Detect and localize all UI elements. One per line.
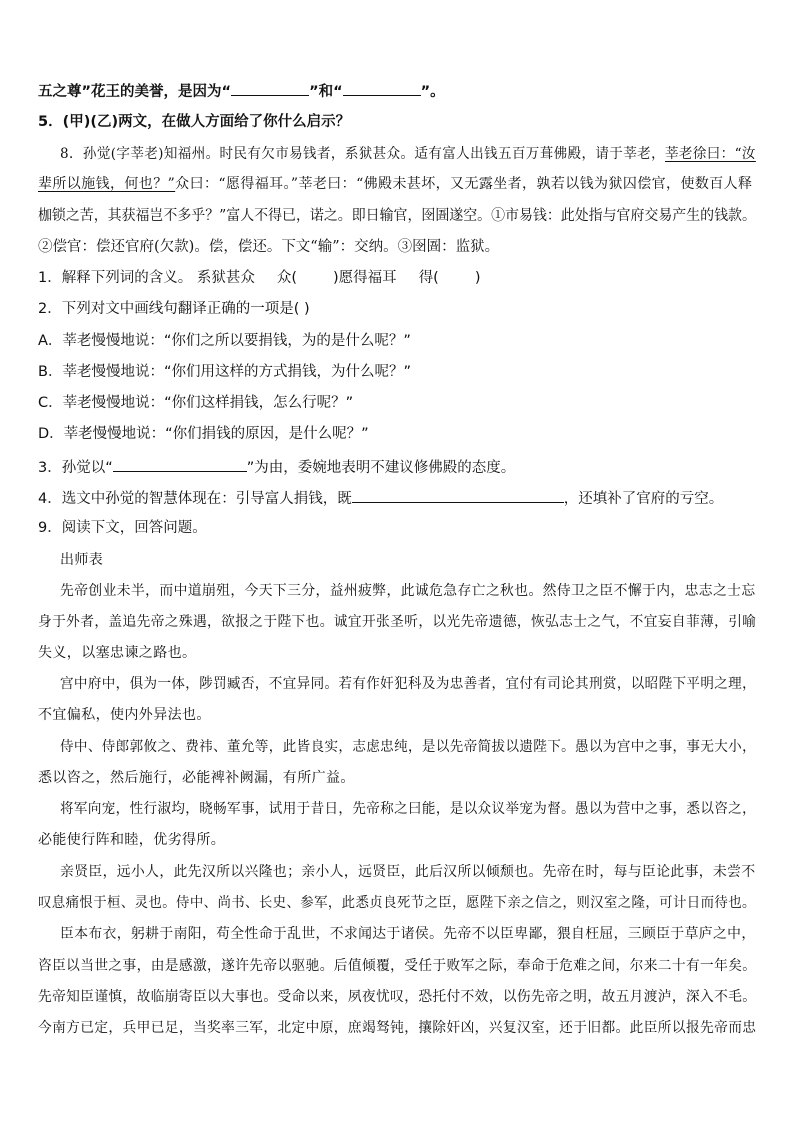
underlined-sentence: 辈所以施钱，何也？”: [38, 176, 176, 192]
question-8-1: [38, 268, 481, 288]
question-text: ): [474, 270, 481, 286]
essay-line: 身于外者，盖追先帝之殊遇，欲报之于陛下也。诚宜开张圣听，以光先帝遗德，恢弘志士之气，不宜妄自菲薄，引喻: [38, 614, 757, 630]
q4-text-start: 五之尊”花王的美誉，是因为“: [38, 84, 232, 100]
passage-8-note: ②偿官：偿还官府(欠款)。偿，偿还。下文“输”：交纳。③囹圄：监狱。: [38, 239, 500, 255]
question-5: 5．(甲)(乙)两文，在做人方面给了你什么启示？: [38, 114, 351, 130]
passage-8-line: 枷锁之苦，其获福岂不多乎？”富人不得已，诺之。即日输官，囹圄遂空。①市易钱：此处指与官府交易产生的钱款。: [38, 208, 756, 224]
question-text: 得(: [418, 270, 439, 286]
essay-title: 出师表: [60, 552, 104, 568]
essay-line: 悉以咨之，然后施行，必能裨补阙漏，有所广益。: [38, 770, 355, 786]
question-8-4: [38, 487, 723, 509]
question-text: 1．解释下列词的含义。 系狱甚众: [38, 270, 255, 286]
answer-blank[interactable]: [231, 80, 309, 96]
essay-line: 侍中、侍郎郭攸之、费祎、董允等，此皆良实，志虑忠纯，是以先帝简拔以遗陛下。愚以为宫中之事，事无大小，: [60, 739, 757, 755]
essay-line: 亲贤臣，远小人，此先汉所以兴隆也；亲小人，远贤臣，此后汉所以倾颓也。先帝在时，每与臣论此事，未尝不: [60, 864, 756, 880]
essay-line: 失义，以塞忠谏之路也。: [38, 645, 197, 661]
answer-blank[interactable]: [343, 80, 421, 96]
essay-line: 咨臣以当世之事，由是感激，遂许先帝以驱驰。后值倾覆，受任于败军之际，奉命于危难之间，尔来二十有一年矣。: [38, 958, 757, 974]
option-c[interactable]: C．莘老慢慢地说：“你们这样捐钱，怎么行呢？”: [38, 395, 354, 411]
passage-text: 众曰：“愿得福耳。”莘老曰：“佛殿未甚坏，又无露坐者，孰若以钱为狱囚偿官，使数百人释: [175, 176, 753, 192]
essay-line: 今南方已定，兵甲已足，当奖率三军，北定中原，庶竭驽钝，攘除奸凶，兴复汉室，还于旧都。此臣所以报先帝而忠: [38, 1020, 757, 1036]
q4-text-end: ”。: [420, 84, 445, 100]
passage-8-line: [38, 174, 752, 194]
essay-line: 宫中府中，俱为一体，陟罚臧否，不宜异同。若有作奸犯科及为忠善者，宜付有司论其刑赏，以昭陛下平明之理，: [60, 676, 757, 692]
q4-text-mid: ”和“: [309, 84, 343, 100]
question-8-3: [38, 456, 515, 478]
question-text: ”为由，委婉地表明不建议修佛殿的态度。: [246, 460, 516, 476]
answer-blank[interactable]: [352, 487, 564, 503]
question-text: 4．选文中孙觉的智慧体现在：引导富人捐钱，既: [38, 491, 352, 507]
essay-line: 叹息痛恨于桓、灵也。侍中、尚书、长史、参军，此悉贞良死节之臣，愿陛下亲之信之，则汉室之隆，可计日而待也。: [38, 895, 756, 911]
option-d[interactable]: D．莘老慢慢地说：“你们捐钱的原因，是什么呢？”: [38, 426, 369, 442]
underlined-sentence: 莘老徐曰：“汝: [665, 146, 756, 162]
question-text: 众(: [276, 270, 298, 286]
answer-blank[interactable]: [113, 456, 247, 472]
essay-line: 必能使行阵和睦，优劣得所。: [38, 832, 226, 848]
essay-line: 将军向宠，性行淑均，晓畅军事，试用于昔日，先帝称之曰能，是以众议举宠为督。愚以为营中之事，悉以咨之，: [60, 801, 757, 817]
essay-line: 先帝知臣谨慎，故临崩寄臣以大事也。受命以来，夙夜忧叹，恐托付不效，以伤先帝之明，故五月渡泸，深入不毛。: [38, 989, 757, 1005]
option-b[interactable]: B．莘老慢慢地说：“你们用这样的方式捐钱，为什么呢？”: [38, 364, 411, 380]
question-text: )愿得福耳: [333, 270, 397, 286]
question-9: 9．阅读下文，回答问题。: [38, 520, 207, 536]
q4-answer-line: [38, 80, 445, 102]
question-text: ，还填补了官府的亏空。: [563, 491, 724, 507]
question-8-2: 2．下列对文中画线句翻译正确的一项是( ): [38, 301, 310, 317]
option-a[interactable]: A．莘老慢慢地说：“你们之所以要捐钱，为的是什么呢？”: [38, 333, 411, 349]
essay-line: 臣本布衣，躬耕于南阳，苟全性命于乱世，不求闻达于诸侯。先帝不以臣卑鄙，猥自枉屈，三顾臣于草庐之中，: [60, 926, 756, 942]
essay-line: 不宜偏私，使内外异法也。: [38, 707, 211, 723]
question-text: 3．孙觉以“: [38, 460, 113, 476]
passage-8-line: [60, 144, 756, 164]
essay-line: 先帝创业未半，而中道崩殂，今天下三分，益州疲弊，此诚危急存亡之秋也。然侍卫之臣不懈于内，忠志之士忘: [60, 583, 756, 599]
passage-text: 8．孙觉(字莘老)知福州。时民有欠市易钱者，系狱甚众。适有富人出钱五百万葺佛殿，请于莘老，: [60, 146, 666, 162]
